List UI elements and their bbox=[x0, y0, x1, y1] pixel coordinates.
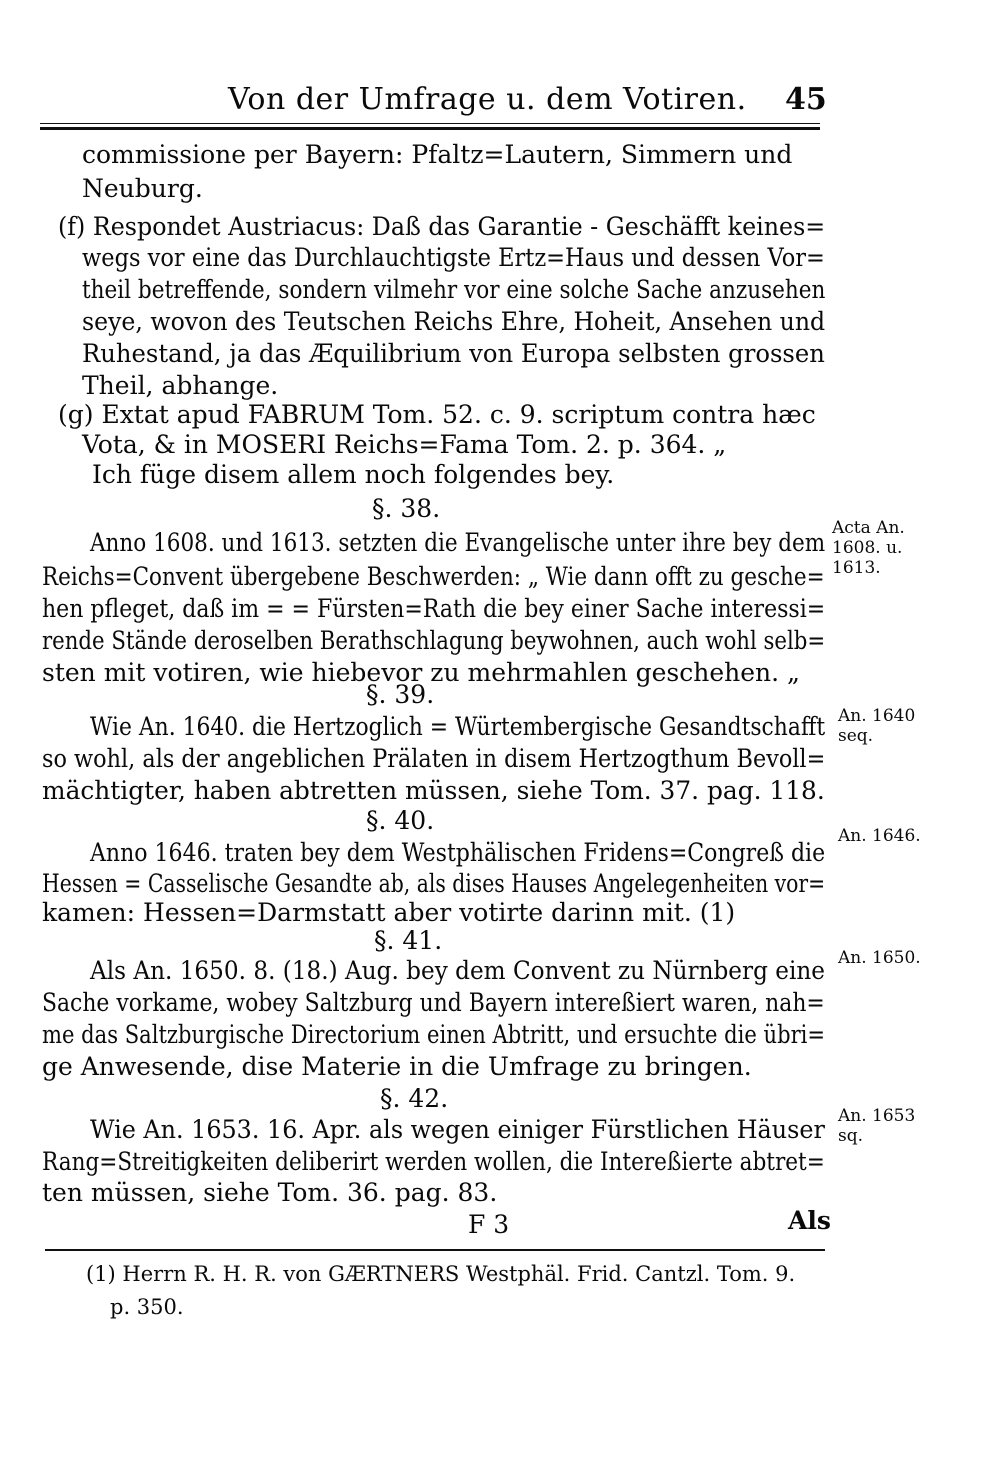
text-line: Reichs=Convent übergebene Beschwerden: „ Wie dann offt zu gesche= bbox=[42, 562, 825, 591]
footnote-line-2: p. 350. bbox=[110, 1295, 184, 1319]
margin-note: An. 1650. bbox=[838, 948, 921, 968]
running-title: Von der Umfrage u. dem Votiren. bbox=[228, 82, 747, 117]
margin-note: An. 1653 sq. bbox=[838, 1106, 916, 1146]
section-heading: §. 41. bbox=[374, 926, 443, 955]
text-line: Ruhestand, ja das Æquilibrium von Europa selbsten grossen bbox=[82, 339, 825, 368]
text-line: hen pfleget, daß im = = Fürsten=Rath die bey einer Sache interessi= bbox=[42, 594, 826, 623]
text-line: (f) Respondet Austriacus: Daß das Garantie - Geschäfft keines= bbox=[58, 212, 826, 241]
text-line: ge Anwesende, dise Materie in die Umfrage zu bringen. bbox=[42, 1052, 752, 1081]
text-line: commissione per Bayern: Pfaltz=Lautern, Simmern und bbox=[82, 140, 793, 169]
text-line: Neuburg. bbox=[82, 174, 203, 203]
text-line: me das Saltzburgische Directorium einen Abtritt, und ersuchte die übri= bbox=[42, 1020, 826, 1049]
footnote-rule bbox=[45, 1249, 825, 1251]
text-line: Sache vorkame, wobey Saltzburg und Bayern intereßiert waren, nah= bbox=[42, 988, 825, 1017]
text-line: kamen: Hessen=Darmstatt aber votirte darinn mit. (1) bbox=[42, 898, 736, 927]
header-rule bbox=[40, 127, 820, 130]
text-line: rende Stände deroselben Berathschlagung beywohnen, auch wohl selb= bbox=[42, 626, 826, 655]
text-line: (g) Extat apud FABRUM Tom. 52. c. 9. scriptum contra hæc bbox=[58, 400, 816, 429]
catchword: Als bbox=[788, 1206, 831, 1235]
text-line: Wie An. 1640. die Hertzoglich = Würtembergische Gesandtschafft bbox=[90, 712, 826, 741]
text-line: Theil, abhange. bbox=[82, 371, 279, 400]
text-line: Anno 1608. und 1613. setzten die Evangelische unter ihre bey dem bbox=[90, 528, 826, 557]
footnote-line-1: (1) Herrn R. H. R. von GÆRTNERS Westphäl. Frid. Cantzl. Tom. 9. bbox=[86, 1262, 796, 1286]
text-line: mächtigter, haben abtretten müssen, siehe Tom. 37. pag. 118. bbox=[42, 776, 825, 805]
signature-mark: F 3 bbox=[468, 1210, 510, 1239]
text-line: sten mit votiren, wie hiebevor zu mehrmahlen geschehen. „ bbox=[42, 658, 800, 687]
text-line: Ich füge disem allem noch folgendes bey. bbox=[92, 460, 615, 489]
text-line: seye, wovon des Teutschen Reichs Ehre, Hoheit, Ansehen und bbox=[82, 307, 826, 336]
section-heading: §. 40. bbox=[366, 806, 435, 835]
text-line: Rang=Streitigkeiten deliberirt werden wollen, die Intereßierte abtret= bbox=[42, 1147, 825, 1176]
text-line: so wohl, als der angeblichen Prälaten in disem Hertzogthum Bevoll= bbox=[42, 744, 826, 773]
margin-note: An. 1646. bbox=[838, 826, 921, 846]
text-line: Hessen = Casselische Gesandte ab, als dises Hauses Angelegenheiten vor= bbox=[42, 869, 826, 898]
text-line: theil betreffende, sondern vilmehr vor eine solche Sache anzusehen bbox=[82, 275, 826, 304]
text-line: ten müssen, siehe Tom. 36. pag. 83. bbox=[42, 1178, 498, 1207]
section-heading: §. 39. bbox=[366, 680, 435, 709]
section-heading: §. 38. bbox=[372, 494, 441, 523]
text-line: Als An. 1650. 8. (18.) Aug. bey dem Convent zu Nürnberg eine bbox=[90, 956, 825, 985]
margin-note: Acta An. 1608. u. 1613. bbox=[832, 518, 905, 578]
page-number: 45 bbox=[785, 82, 827, 117]
margin-note: An. 1640 seq. bbox=[838, 706, 916, 746]
text-line: wegs vor eine das Durchlauchtigste Ertz=Haus und dessen Vor= bbox=[82, 243, 825, 272]
text-line: Vota, & in MOSERI Reichs=Fama Tom. 2. p. 364. „ bbox=[82, 430, 727, 459]
section-heading: §. 42. bbox=[380, 1084, 449, 1113]
text-line: Anno 1646. traten bey dem Westphälischen Fridens=Congreß die bbox=[90, 838, 826, 867]
text-line: Wie An. 1653. 16. Apr. als wegen einiger Fürstlichen Häuser bbox=[90, 1115, 825, 1144]
